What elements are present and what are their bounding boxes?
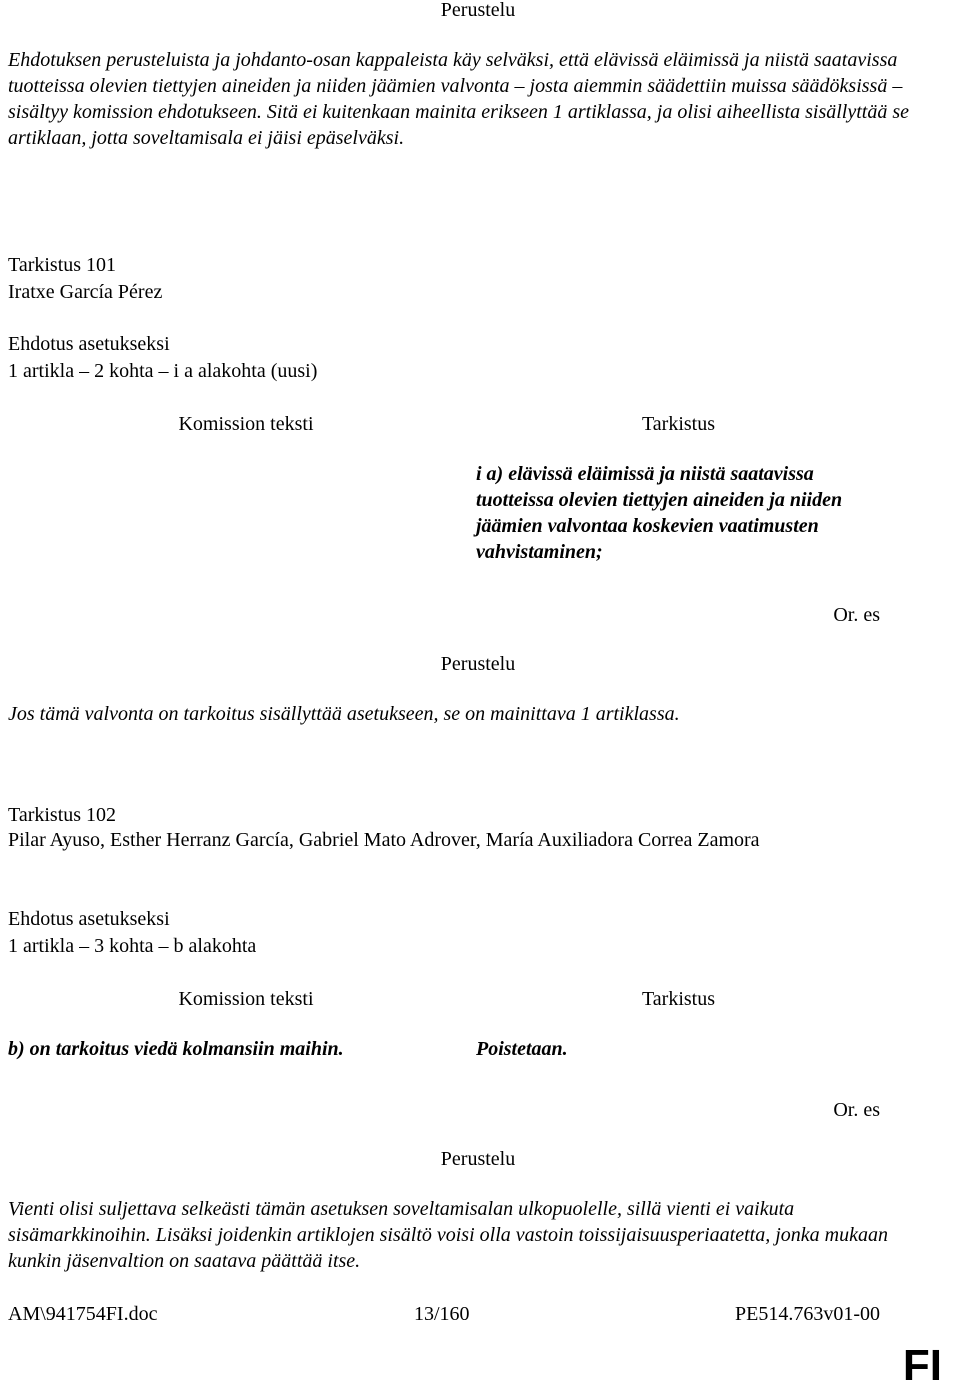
justification-heading: Perustelu [440, 0, 516, 21]
article-reference: 1 artikla – 2 kohta – i a alakohta (uusi) [8, 360, 318, 382]
language-mark: FI [902, 1341, 942, 1390]
amendment-text: Poistetaan. [476, 1038, 568, 1060]
original-language: Or. es [833, 604, 880, 626]
column-header-amendment: Tarkistus [641, 988, 716, 1010]
amendment-author: Iratxe García Pérez [8, 281, 163, 303]
justification-text: Vienti olisi suljettava selkeästi tämän asetuksen soveltamisalan ulkopuolelle, sillä vienti ei vaikuta sisämarkkinoihin. Lisäksi joidenkin artiklojen sisältö voisi olla vastoin toissijaisuusperiaatetta, jonka mukaan kunkin jäsenvaltion on saatava päättää itse. [8, 1198, 888, 1272]
justification-text: Ehdotuksen perusteluista ja johdanto-osan kappaleista käy selväksi, että elävissä eläimissä ja niistä saatavissa tuotteissa olevien tiettyjen aineiden ja niiden jäämien valvonta – josta aiemmin säädettiin muissa säädöksissä – sisältyy komission ehdotukseen. Sitä ei kuitenkaan mainita erikseen 1 artiklassa, ja olisi aiheellista sisällyttää se artiklaan, jotta soveltamisala ei jäisi epäselväksi. [8, 49, 909, 149]
column-header-commission: Komission teksti [178, 988, 314, 1010]
original-language: Or. es [833, 1099, 880, 1121]
justification-heading: Perustelu [440, 653, 516, 675]
article-reference: 1 artikla – 3 kohta – b alakohta [8, 935, 257, 957]
proposal-title: Ehdotus asetukseksi [8, 333, 170, 355]
commission-text: b) on tarkoitus viedä kolmansiin maihin. [8, 1038, 344, 1060]
column-header-amendment: Tarkistus [641, 413, 716, 435]
column-header-commission: Komission teksti [178, 413, 314, 435]
amendment-number: Tarkistus 101 [8, 254, 117, 276]
justification-heading: Perustelu [440, 1148, 516, 1170]
footer-doc-reference: AM\941754FI.doc [8, 1303, 158, 1325]
amendment-text: i a) elävissä eläimissä ja niistä saatavissa tuotteissa olevien tiettyjen aineiden ja niiden jäämien valvontaa koskevien vaatimusten vahvistaminen; [476, 463, 843, 563]
footer-page-number: 13/160 [414, 1303, 470, 1325]
amendment-number: Tarkistus 102 [8, 804, 117, 826]
proposal-title: Ehdotus asetukseksi [8, 908, 170, 930]
amendment-author: Pilar Ayuso, Esther Herranz García, Gabriel Mato Adrover, María Auxiliadora Correa Zamora [8, 829, 760, 851]
justification-text: Jos tämä valvonta on tarkoitus sisällyttää asetukseen, se on mainittava 1 artiklassa. [8, 703, 680, 725]
footer-pe-reference: PE514.763v01-00 [735, 1303, 880, 1325]
